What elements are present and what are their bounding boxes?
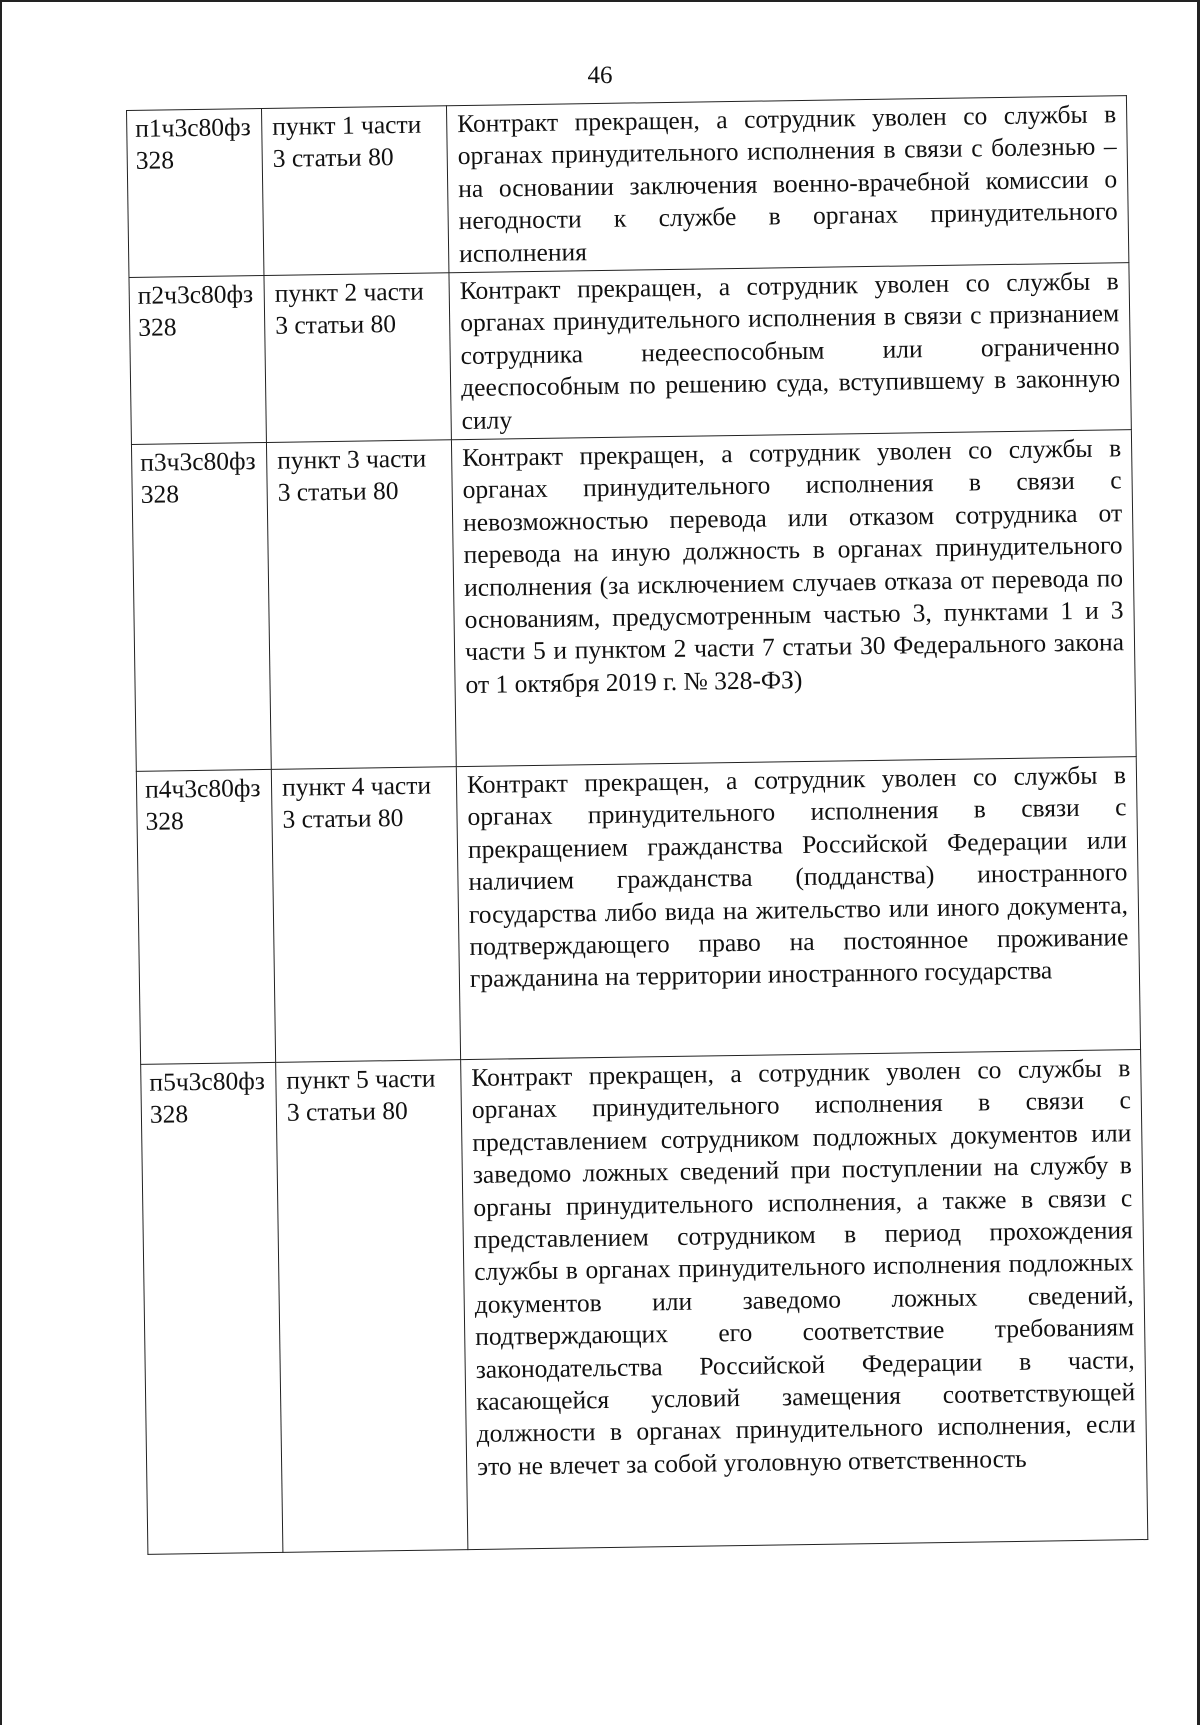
code-cell: п5ч3с80фз 328 — [141, 1062, 283, 1554]
code-cell: п4ч3с80фз 328 — [136, 769, 275, 1064]
dismissal-codes-table — [126, 95, 1148, 1555]
reference-cell: пункт 3 части 3 статьи 80 — [266, 440, 456, 770]
table-row — [141, 1050, 1148, 1555]
table-row — [129, 263, 1131, 445]
description-cell: Контракт прекращен, а сотрудник уволен со службы в органах принудительного исполнения в связи с прекращением гражданства Российской Федерации или наличием гражданства (подданства) иностранного государства либо вида на жительство или иного документа, подтверждающего право на постоянное проживание гражданина на территории иностранного государства — [456, 757, 1140, 1060]
page-number: 46 — [587, 62, 613, 89]
code-cell: п2ч3с80фз 328 — [129, 275, 266, 444]
reference-cell: пункт 4 части 3 статьи 80 — [271, 767, 460, 1063]
table-row — [131, 430, 1136, 772]
table-row — [127, 96, 1129, 278]
reference-cell: пункт 2 части 3 статьи 80 — [264, 273, 451, 443]
description-cell: Контракт прекращен, а сотрудник уволен со службы в органах принудительного исполнения в связи с болезнью – на основании заключения военно-врачебной комиссии о негодности к службе в органах принудительного исполнения — [446, 96, 1128, 273]
description-cell: Контракт прекращен, а сотрудник уволен со службы в органах принудительного исполнения в связи с невозможностью перевода или отказом сотрудника от перевода на иную должность в органах принудительного исполнения (за исключением случаев отказа от перевода по основаниям, предусмотренным частью 3, пунктами 1 и 3 части 5 и пунктом 2 части 7 статьи 30 Федерального закона от 1 октября 2019 г. № 328-ФЗ) — [451, 430, 1136, 767]
code-cell: п1ч3с80фз 328 — [127, 108, 264, 277]
reference-cell: пункт 1 части 3 статьи 80 — [261, 106, 448, 276]
reference-cell: пункт 5 части 3 статьи 80 — [276, 1060, 468, 1553]
description-cell: Контракт прекращен, а сотрудник уволен со службы в органах принудительного исполнения в связи с признанием сотрудника недееспособным или ограниченно дееспособным по решению суда, вступившему в законную силу — [449, 263, 1131, 440]
table-row — [136, 757, 1140, 1065]
code-cell: п3ч3с80фз 328 — [131, 442, 271, 771]
description-cell: Контракт прекращен, а сотрудник уволен со службы в органах принудительного исполнения в связи с представлением сотрудником подложных документов или заведомо ложных сведений при поступлении на службу в органы принудительного исполнения, а также в связи с представлением сотрудником в период прохождения службы в органах принудительного исполнения подложных документов или заведомо ложных сведений, подтверждающих его соответствие требованиям законодательства Российской Федерации в части, касающейся условий замещения соответствующей должности в органах принудительного исполнения, если это не влечет за собой уголовную ответственность — [461, 1050, 1148, 1550]
